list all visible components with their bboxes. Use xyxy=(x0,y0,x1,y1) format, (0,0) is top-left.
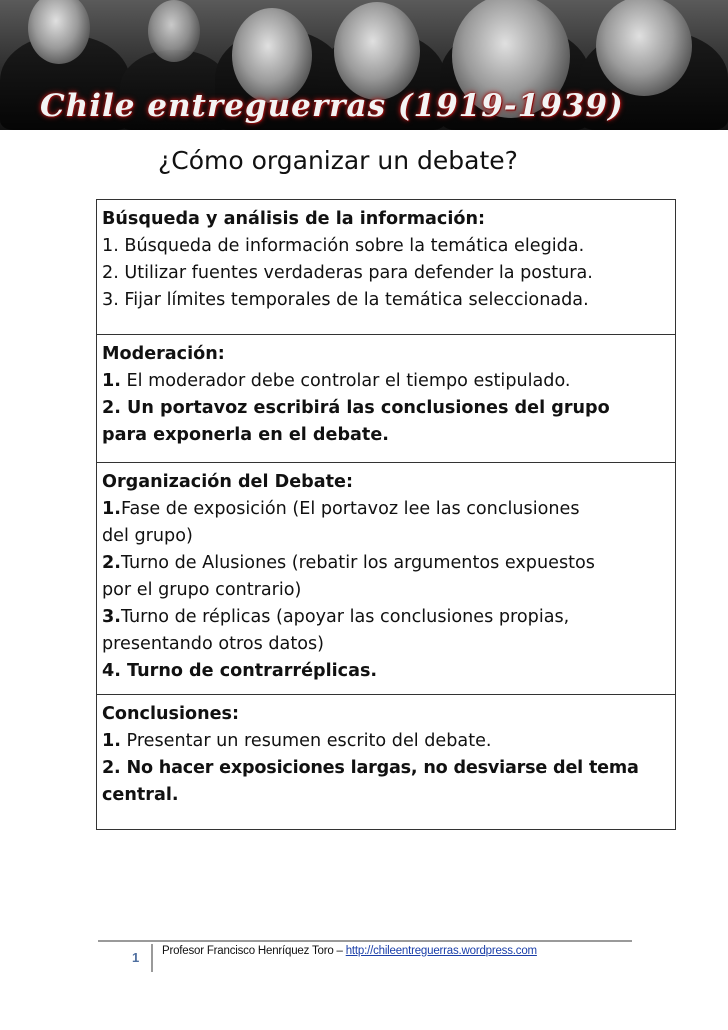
list-item xyxy=(102,550,670,577)
portrait-face xyxy=(334,2,420,100)
footer-credit xyxy=(162,945,537,957)
blog-link[interactable]: http://chileentreguerras.wordpress.com xyxy=(345,945,537,957)
footer-divider xyxy=(98,940,632,942)
list-item-continuation: del grupo) xyxy=(102,526,193,546)
list-item-continuation: presentando otros datos) xyxy=(102,634,325,654)
item-text: Turno de réplicas (apoyar las conclusiones propias, xyxy=(120,607,570,627)
list-item: 4. Turno de contrarréplicas. xyxy=(102,661,378,681)
section-heading: Búsqueda y análisis de la información: xyxy=(102,209,486,229)
portrait-face xyxy=(148,0,200,62)
section-organizacion xyxy=(97,463,675,695)
portrait-face xyxy=(596,0,692,96)
list-item xyxy=(102,496,670,523)
item-number: 1. xyxy=(102,371,121,391)
item-number: 3. xyxy=(102,607,121,627)
section-heading: Moderación: xyxy=(102,344,225,364)
section-conclusiones xyxy=(97,695,675,829)
header-banner xyxy=(0,0,728,130)
list-item: 2. Utilizar fuentes verdaderas para defender la postura. xyxy=(102,263,593,283)
list-item xyxy=(102,728,670,755)
item-number: 1. xyxy=(102,731,121,751)
section-busqueda xyxy=(97,200,675,335)
item-text: Fase de exposición (El portavoz lee las conclusiones xyxy=(120,499,580,519)
item-text: Turno de Alusiones (rebatir los argumentos expuestos xyxy=(120,553,595,573)
section-heading: Conclusiones: xyxy=(102,704,240,724)
section-heading: Organización del Debate: xyxy=(102,472,354,492)
footer-author: Profesor Francisco Henríquez Toro – xyxy=(162,945,346,957)
list-item: 2. Un portavoz escribirá las conclusiones del grupo xyxy=(102,398,610,418)
list-item: 1. Búsqueda de información sobre la temática elegida. xyxy=(102,236,585,256)
list-item xyxy=(102,368,670,395)
list-item-continuation: para exponerla en el debate. xyxy=(102,425,389,445)
page-title: ¿Cómo organizar un debate? xyxy=(158,146,518,175)
banner-title: Chile entreguerras (1919-1939) xyxy=(40,88,624,124)
list-item-continuation: central. xyxy=(102,785,179,805)
footer-separator xyxy=(151,944,153,972)
list-item: 3. Fijar límites temporales de la temática seleccionada. xyxy=(102,290,589,310)
item-number: 2. xyxy=(102,553,121,573)
list-item xyxy=(102,604,670,631)
page-number: 1 xyxy=(132,950,140,965)
item-text: Presentar un resumen escrito del debate. xyxy=(120,731,492,751)
section-moderacion xyxy=(97,335,675,463)
list-item-continuation: por el grupo contrario) xyxy=(102,580,302,600)
item-text: El moderador debe controlar el tiempo estipulado. xyxy=(120,371,571,391)
debate-table xyxy=(96,199,676,830)
item-number: 1. xyxy=(102,499,121,519)
list-item: 2. No hacer exposiciones largas, no desviarse del tema xyxy=(102,758,639,778)
